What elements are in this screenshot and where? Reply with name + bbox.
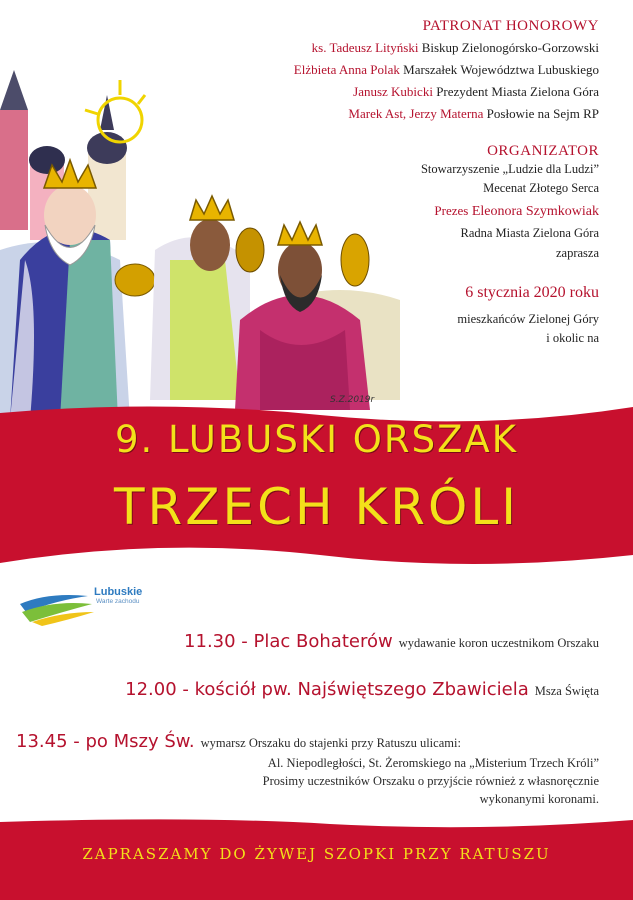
president-line — [421, 200, 599, 223]
patron-role: Biskup Zielonogórsko-Gorzowski — [421, 40, 599, 55]
patron-line — [294, 103, 599, 125]
schedule-description: Msza Święta — [534, 684, 599, 698]
patron-line — [294, 59, 599, 81]
organizer-header: ORGANIZATOR — [487, 143, 599, 159]
patron-name: Marek Ast, Jerzy Materna — [348, 106, 484, 121]
schedule-description: wydawanie koron uczestnikom Orszaku — [398, 636, 599, 650]
patron-role: Prezydent Miasta Zielona Góra — [436, 84, 599, 99]
president-name: Eleonora Szymkowiak — [471, 204, 599, 219]
patron-role: Posłowie na Sejm RP — [486, 106, 599, 121]
event-date: 6 stycznia 2020 roku — [465, 284, 599, 301]
schedule-item — [16, 731, 461, 752]
logo-tagline: Warte zachodu — [96, 598, 140, 605]
logo-name: Lubuskie — [94, 586, 143, 598]
patronage-header: PATRONAT HONOROWY — [422, 18, 599, 34]
audience-line: i okolic na — [546, 331, 599, 345]
patron-name: Elżbieta Anna Polak — [293, 62, 400, 77]
schedule-time-place: 13.45 - po Mszy Św. — [16, 731, 195, 752]
patron-line — [294, 37, 599, 59]
title-line-2: TRZECH KRÓLI — [113, 478, 520, 536]
detail-line: Prosimy uczestników Orszaku o przyjście również z własnoręcznie — [262, 774, 599, 788]
detail-line: wykonanymi koronami. — [479, 792, 599, 806]
schedule-item — [125, 679, 599, 700]
schedule-details — [263, 754, 599, 808]
schedule-time-place: 12.00 - kościół pw. Najświętszego Zbawiciela — [125, 679, 529, 700]
title-line-1: 9. LUBUSKI ORSZAK — [114, 418, 519, 461]
organizer-association: Stowarzyszenie „Ludzie dla Ludzi” — [420, 162, 599, 176]
patron-name: ks. Tadeusz Lityński — [311, 40, 419, 55]
patron-name: Janusz Kubicki — [353, 84, 433, 99]
organizer-patronage: Mecenat Złotego Serca — [483, 181, 599, 195]
audience-text — [457, 310, 599, 348]
organizer-section — [421, 143, 599, 263]
artist-signature: S.Z.2019r — [330, 395, 375, 405]
invites-text: zaprasza — [555, 246, 599, 260]
footer-text: ZAPRASZAMY DO ŻYWEJ SZOPKI PRZY RATUSZU — [82, 845, 551, 863]
schedule-item — [184, 631, 599, 652]
president-label: Prezes — [434, 203, 469, 218]
president-role: Radna Miasta Zielona Góra — [460, 226, 599, 240]
patronage-section — [294, 18, 599, 125]
schedule-time-place: 11.30 - Plac Bohaterów — [184, 631, 393, 652]
patron-line — [294, 81, 599, 103]
audience-line: mieszkańców Zielonej Góry — [457, 312, 599, 326]
schedule-description: wymarsz Orszaku do stajenki przy Ratuszu ulicami: — [200, 736, 461, 750]
detail-line: Al. Niepodległości, St. Żeromskiego na „Misterium Trzech Króli” — [267, 756, 599, 770]
patron-role: Marszałek Województwa Lubuskiego — [403, 62, 599, 77]
